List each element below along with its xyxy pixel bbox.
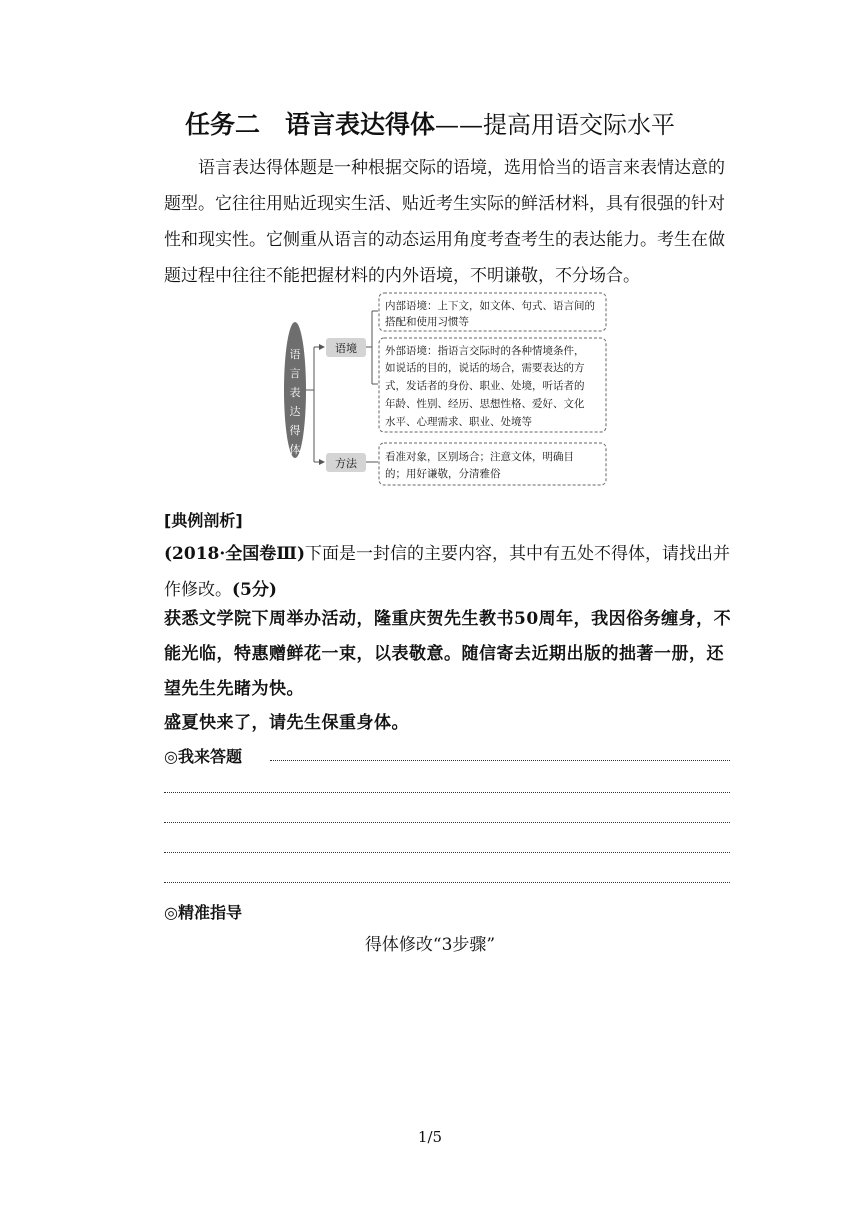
answer-line[interactable] (164, 792, 730, 793)
answer-line[interactable] (164, 882, 730, 883)
context-connectors (366, 311, 378, 462)
answer-line[interactable] (164, 822, 730, 823)
internal-context-line: 搭配和使用习惯等 (385, 316, 469, 328)
question-points: (5分) (232, 580, 277, 600)
external-context-line: 年龄、性别、经历、思想性格、爱好、文化 (385, 398, 585, 410)
method-line: 看准对象，区别场合；注意文体，明确目 (385, 451, 574, 463)
external-context-line: 水平、心理需求、职业、处境等 (385, 416, 532, 428)
root-connectors (306, 347, 324, 462)
external-context-line: 外部语境：指语言交际时的各种情境条件， (385, 345, 585, 357)
guide-subtitle: 得体修改“3步骤” (364, 935, 496, 955)
page-title (0, 108, 860, 142)
root-char: 表 (289, 386, 301, 399)
letter-paragraph-2: 盛夏快来了，请先生保重身体。 (164, 713, 409, 733)
concept-diagram (284, 290, 614, 490)
page-number: 1/5 (417, 1128, 443, 1146)
root-char: 言 (289, 367, 301, 380)
external-context-line: 如说话的目的，说话的场合，需要表达的方 (385, 362, 585, 374)
context-label: 语境 (335, 342, 357, 355)
intro-paragraph: 语言表达得体题是一种根据交际的语境，选用恰当的语言来表情达意的题型。它往往用贴近现实生活、贴近考生实际的鲜活材料，具有很强的针对性和现实性。它侧重从语言的动态运用角度考查考生的表达能力。考生在做题过程中往往不能把握材料的内外语境，不明谦敬，不分场合。 (164, 158, 725, 286)
root-char: 体 (289, 443, 301, 456)
letter-paragraph-1: 获悉文学院下周举办活动，隆重庆贺先生教书50周年，我因俗务缠身，不能光临，特惠赠鲜花一束，以表敬意。随信寄去近期出版的拙著一册，还望先生先睹为快。 (164, 609, 732, 699)
title-sub: ——提高用语交际水平 (435, 111, 675, 139)
external-context-line: 式，发话者的身份、职业、处境，听话者的 (385, 380, 585, 392)
guide-heading: ◎精准指导 (164, 903, 242, 922)
method-label: 方法 (335, 457, 357, 470)
answer-line[interactable] (270, 760, 730, 761)
internal-context-line: 内部语境：上下文，如文体、句式、语言间的 (385, 300, 595, 312)
question-text: 下面是一封信的主要内容，其中有五处不得体，请找出并作修改。 (164, 544, 731, 600)
root-char: 得 (289, 424, 301, 437)
method-line: 的；用好谦敬，分清雅俗 (385, 468, 501, 480)
root-char: 达 (289, 405, 301, 418)
answer-heading: ◎我来答题 (164, 747, 242, 766)
title-main: 任务二 语言表达得体 (184, 110, 435, 139)
root-char: 语 (289, 348, 301, 361)
question-paragraph (164, 536, 732, 608)
answer-line[interactable] (164, 852, 730, 853)
example-heading: [典例剖析] (164, 511, 243, 530)
question-source: (2018·全国卷Ⅲ) (164, 544, 306, 564)
